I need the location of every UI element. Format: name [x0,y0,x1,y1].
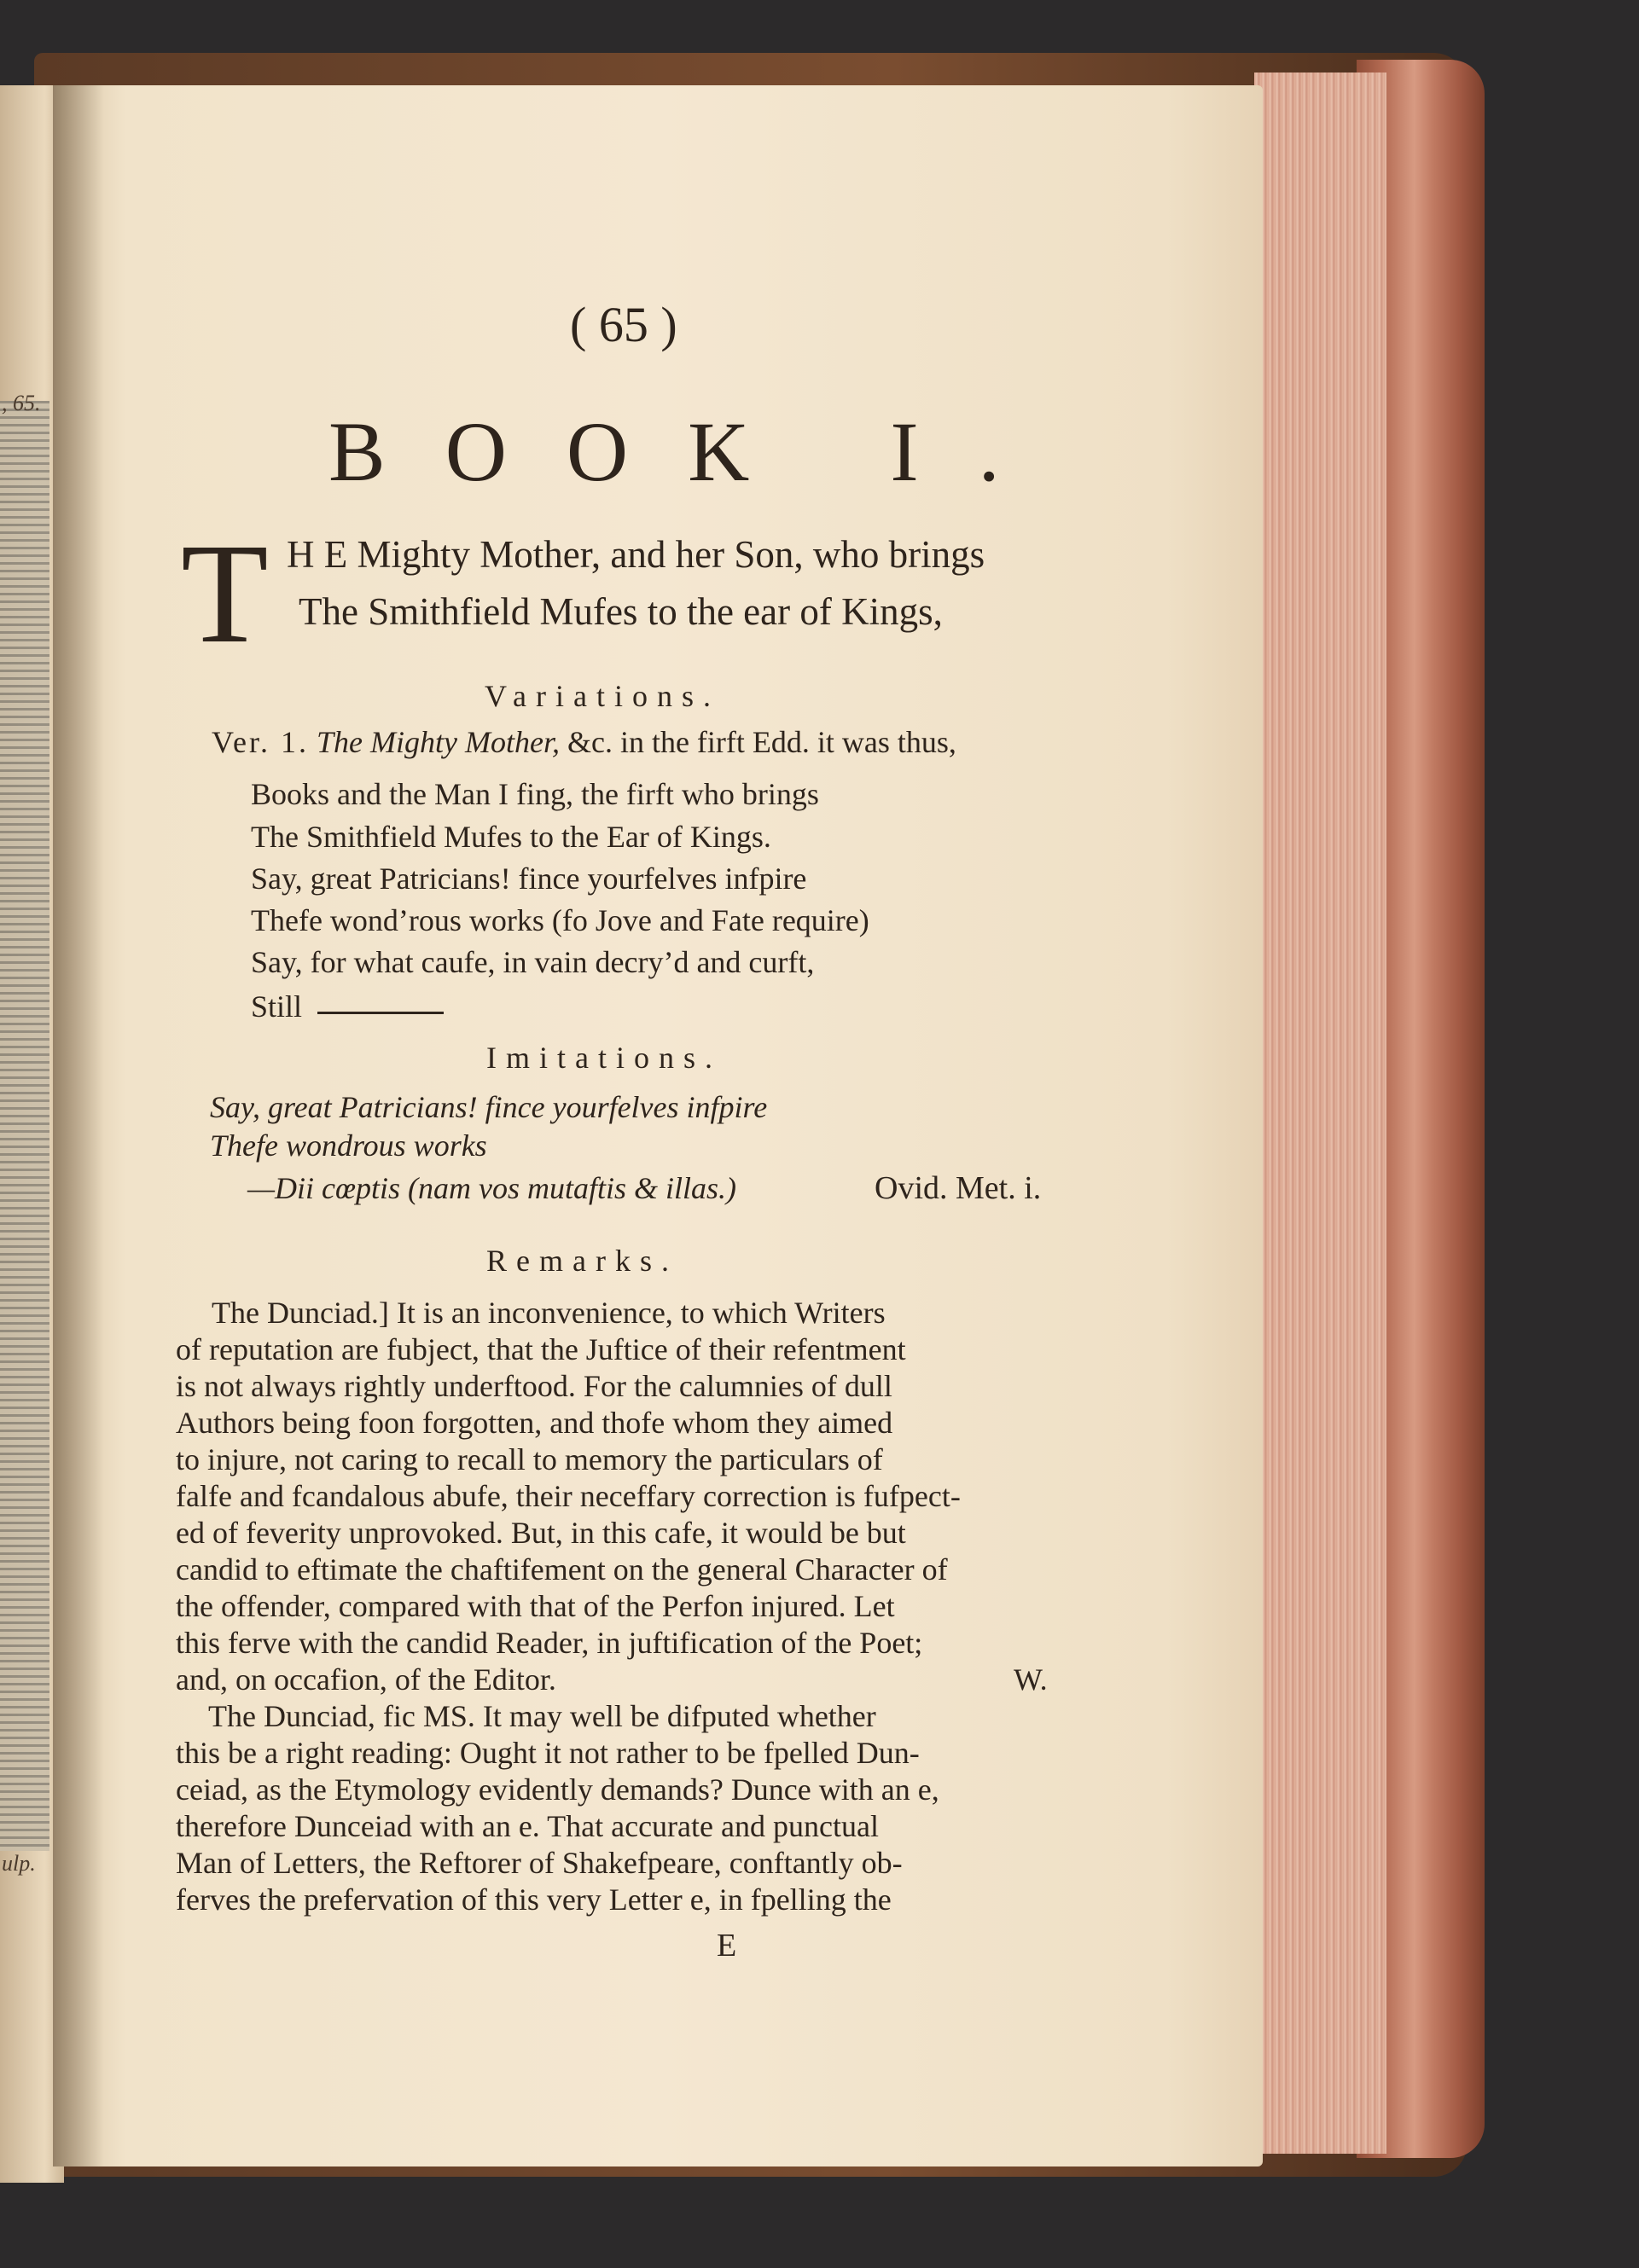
remarks-line: and, on occafion, of the Editor. [176,1662,556,1697]
variations-intro-text: &c. in the firft Edd. it was thus, [567,725,956,759]
page-gutter-shadow [53,85,104,2166]
remarks-line: to injure, not caring to recall to memory the particulars of [176,1442,883,1476]
remarks-line: ceiad, as the Etymology evidently demands? Dunce with an e, [176,1772,939,1807]
variation-dash-rule [317,1012,444,1014]
variation-line: Say, great Patricians! fince yourfelves infpire [251,861,807,896]
remarks-line: The Dunciad, fic MS. It may well be difputed whether [208,1699,876,1733]
poem-line: H E Mighty Mother, and her Son, who brings [287,533,985,576]
remarks-line: of reputation are fubject, that the Juftice of their refentment [176,1332,906,1366]
remarks-line: candid to eftimate the chaftifement on the general Character of [176,1552,948,1586]
imitation-source: Ovid. Met. i. [875,1170,1042,1206]
remarks-line: therefore Dunceiad with an e. That accurate and punctual [176,1809,879,1843]
page-stack-edges [1254,73,1386,2154]
remarks-line: this ferve with the candid Reader, in juftification of the Poet; [176,1626,923,1660]
imitation-line: Say, great Patricians! fince yourfelves infpire [210,1090,768,1124]
imitations-heading: Imitations. [486,1041,722,1075]
remarks-line: falfe and fcandalous abufe, their neceffary correction is fufpect- [176,1479,961,1513]
imitation-line: —Dii cœptis (nam vos mutaftis & illas.) [247,1171,737,1205]
variations-title: The Mighty Mother, [317,725,560,759]
variation-line: Still [251,989,303,1024]
variation-line: Thefe wond’rous works (fo Jove and Fate require) [251,903,869,937]
remarks-line: this be a right reading: Ought it not rather to be fpelled Dun- [176,1736,920,1770]
imitation-line: Thefe wondrous works [210,1128,487,1163]
left-page-engraving [0,401,49,1851]
poem-line: The Smithfield Mufes to the ear of Kings, [299,590,943,633]
remarks-line: is not always rightly underftood. For the calumnies of dull [176,1369,892,1403]
book-title: BOOK I. [328,404,1060,499]
left-page-margin-text: ulp. [2,1851,36,1876]
signature-mark: E [717,1928,737,1963]
remarks-line: Man of Letters, the Reftorer of Shakefpeare, conftantly ob- [176,1846,903,1880]
variations-heading: Variations. [485,679,720,713]
variation-line: Say, for what caufe, in vain decry’d and curft, [251,945,815,979]
remarks-heading: Remarks. [486,1244,678,1278]
editor-initial: W. [1014,1662,1048,1697]
variation-line: Books and the Man I fing, the firft who brings [251,777,819,811]
variations-intro [212,727,956,757]
variation-line: The Smithfield Mufes to the Ear of Kings. [251,820,771,854]
page-number: ( 65 ) [570,297,677,352]
variations-label: Ver. 1. [212,725,309,759]
drop-cap: T [181,514,269,673]
remarks-line: The Dunciad.] It is an inconvenience, to which Writers [212,1296,886,1330]
remarks-line: ed of feverity unprovoked. But, in this cafe, it would be but [176,1516,906,1550]
remarks-line: ferves the prefervation of this very Letter e, in fpelling the [176,1882,892,1917]
remarks-line: the offender, compared with that of the Perfon injured. Let [176,1589,895,1623]
remarks-line: Authors being foon forgotten, and thofe whom they aimed [176,1406,893,1440]
left-page-margin-text: , 65. [2,391,41,415]
